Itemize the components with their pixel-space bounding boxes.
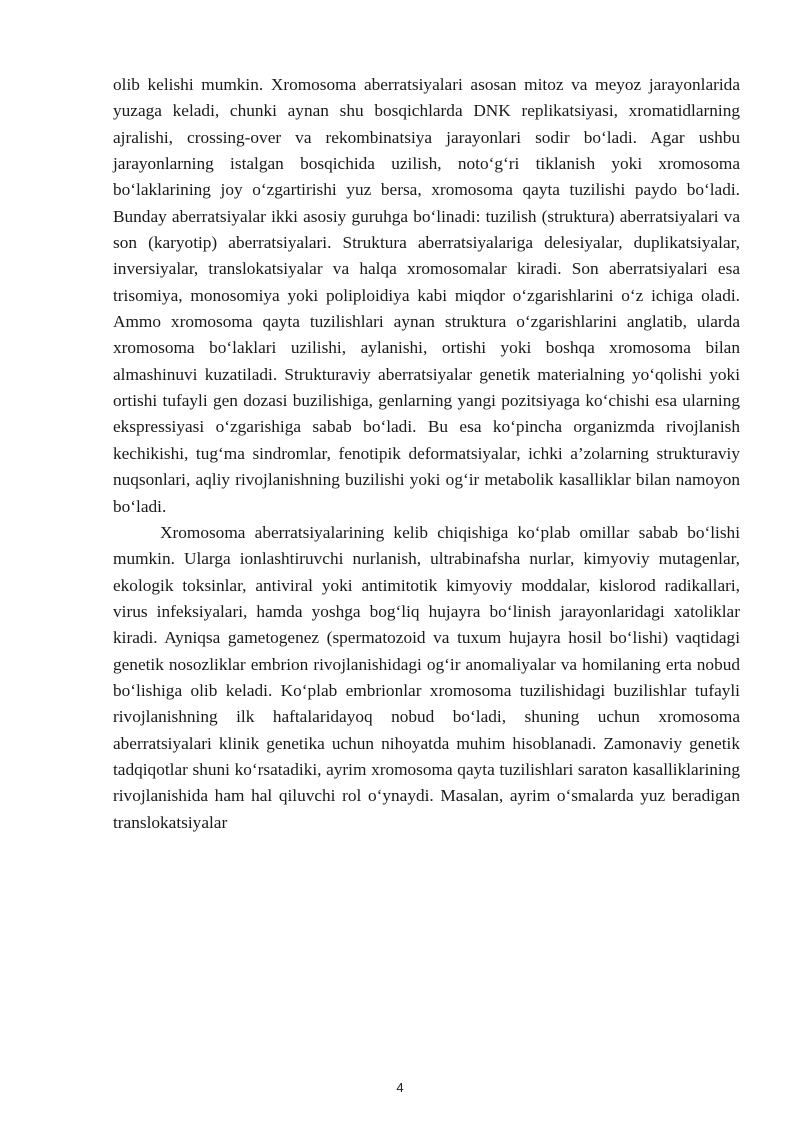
paragraph-2: Xromosoma aberratsiyalarining kelib chiqishiga koʻplab omillar sabab boʻlishi mumkin. Ularga ionlashtiruvchi nurlanish, ultrabinafsha nurlar, kimyoviy mutagenlar, ekologik toksinlar, antiviral yoki antimitotik kimyoviy moddalar, kislorod radikallari, virus infeksiyalari, hamda yoshga bogʻliq hujayra boʻlinish jarayonlaridagi xatoliklar kiradi. Ayniqsa gametogenez (spermatozoid va tuxum hujayra hosil boʻlishi) vaqtidagi genetik nosozliklar embrion rivojlanishidagi ogʻir anomaliyalar va homilaning erta nobud boʻlishiga olib keladi. Koʻplab embrionlar xromosoma tuzilishidagi buzilishlar tufayli rivojlanishning ilk haftalaridayoq nobud boʻladi, shuning uchun xromosoma aberratsiyalari klinik genetika uchun nihoyatda muhim hisoblanadi. Zamonaviy genetik tadqiqotlar shuni koʻrsatadiki, ayrim xromosoma qayta tuzilishlari saraton kasalliklarining rivojlanishida ham hal qiluvchi rol oʻynaydi. Masalan, ayrim oʻsmalarda yuz beradigan translokatsiyalar bbox=[113, 522, 740, 832]
body-text bbox=[113, 72, 740, 836]
page-number: 4 bbox=[396, 1080, 404, 1095]
paragraph-1: olib kelishi mumkin. Xromosoma aberratsiyalari asosan mitoz va meyoz jarayonlarida yuzaga keladi, chunki aynan shu bosqichlarda DNK replikatsiyasi, xromatidlarning ajralishi, crossing-over va rekombinatsiya jarayonlari sodir boʻladi. Agar ushbu jarayonlarning istalgan bosqichida uzilish, notoʻgʻri tiklanish yoki xromosoma boʻlaklarining joy oʻzgartirishi yuz bersa, xromosoma qayta tuzilishi paydo boʻladi. Bunday aberratsiyalar ikki asosiy guruhga boʻlinadi: tuzilish (struktura) aberratsiyalari va son (karyotip) aberratsiyalari. Struktura aberratsiyalariga delesiyalar, duplikatsiyalar, inversiyalar, translokatsiyalar va halqa xromosomalar kiradi. Son aberratsiyalari esa trisomiya, monosomiya yoki poliploidiya kabi miqdor oʻzgarishlarini oʻz ichiga oladi. Ammo xromosoma qayta tuzilishlari aynan struktura oʻzgarishlarini anglatib, ularda xromosoma boʻlaklari uzilishi, aylanishi, ortishi yoki boshqa xromosoma bilan almashinuvi kuzatiladi. Strukturaviy aberratsiyalar genetik materialning yoʻqolishi yoki ortishi tufayli gen dozasi buzilishiga, genlarning yangi pozitsiyaga koʻchishi esa ularning ekspressiyasi oʻzgarishiga sabab boʻladi. Bu esa koʻpincha organizmda rivojlanish kechikishi, tugʻma sindromlar, fenotipik deformatsiyalar, ichki a’zolarning strukturaviy nuqsonlari, aqliy rivojlanishning buzilishi yoki ogʻir metabolik kasalliklar bilan namoyon boʻladi. bbox=[113, 75, 740, 516]
